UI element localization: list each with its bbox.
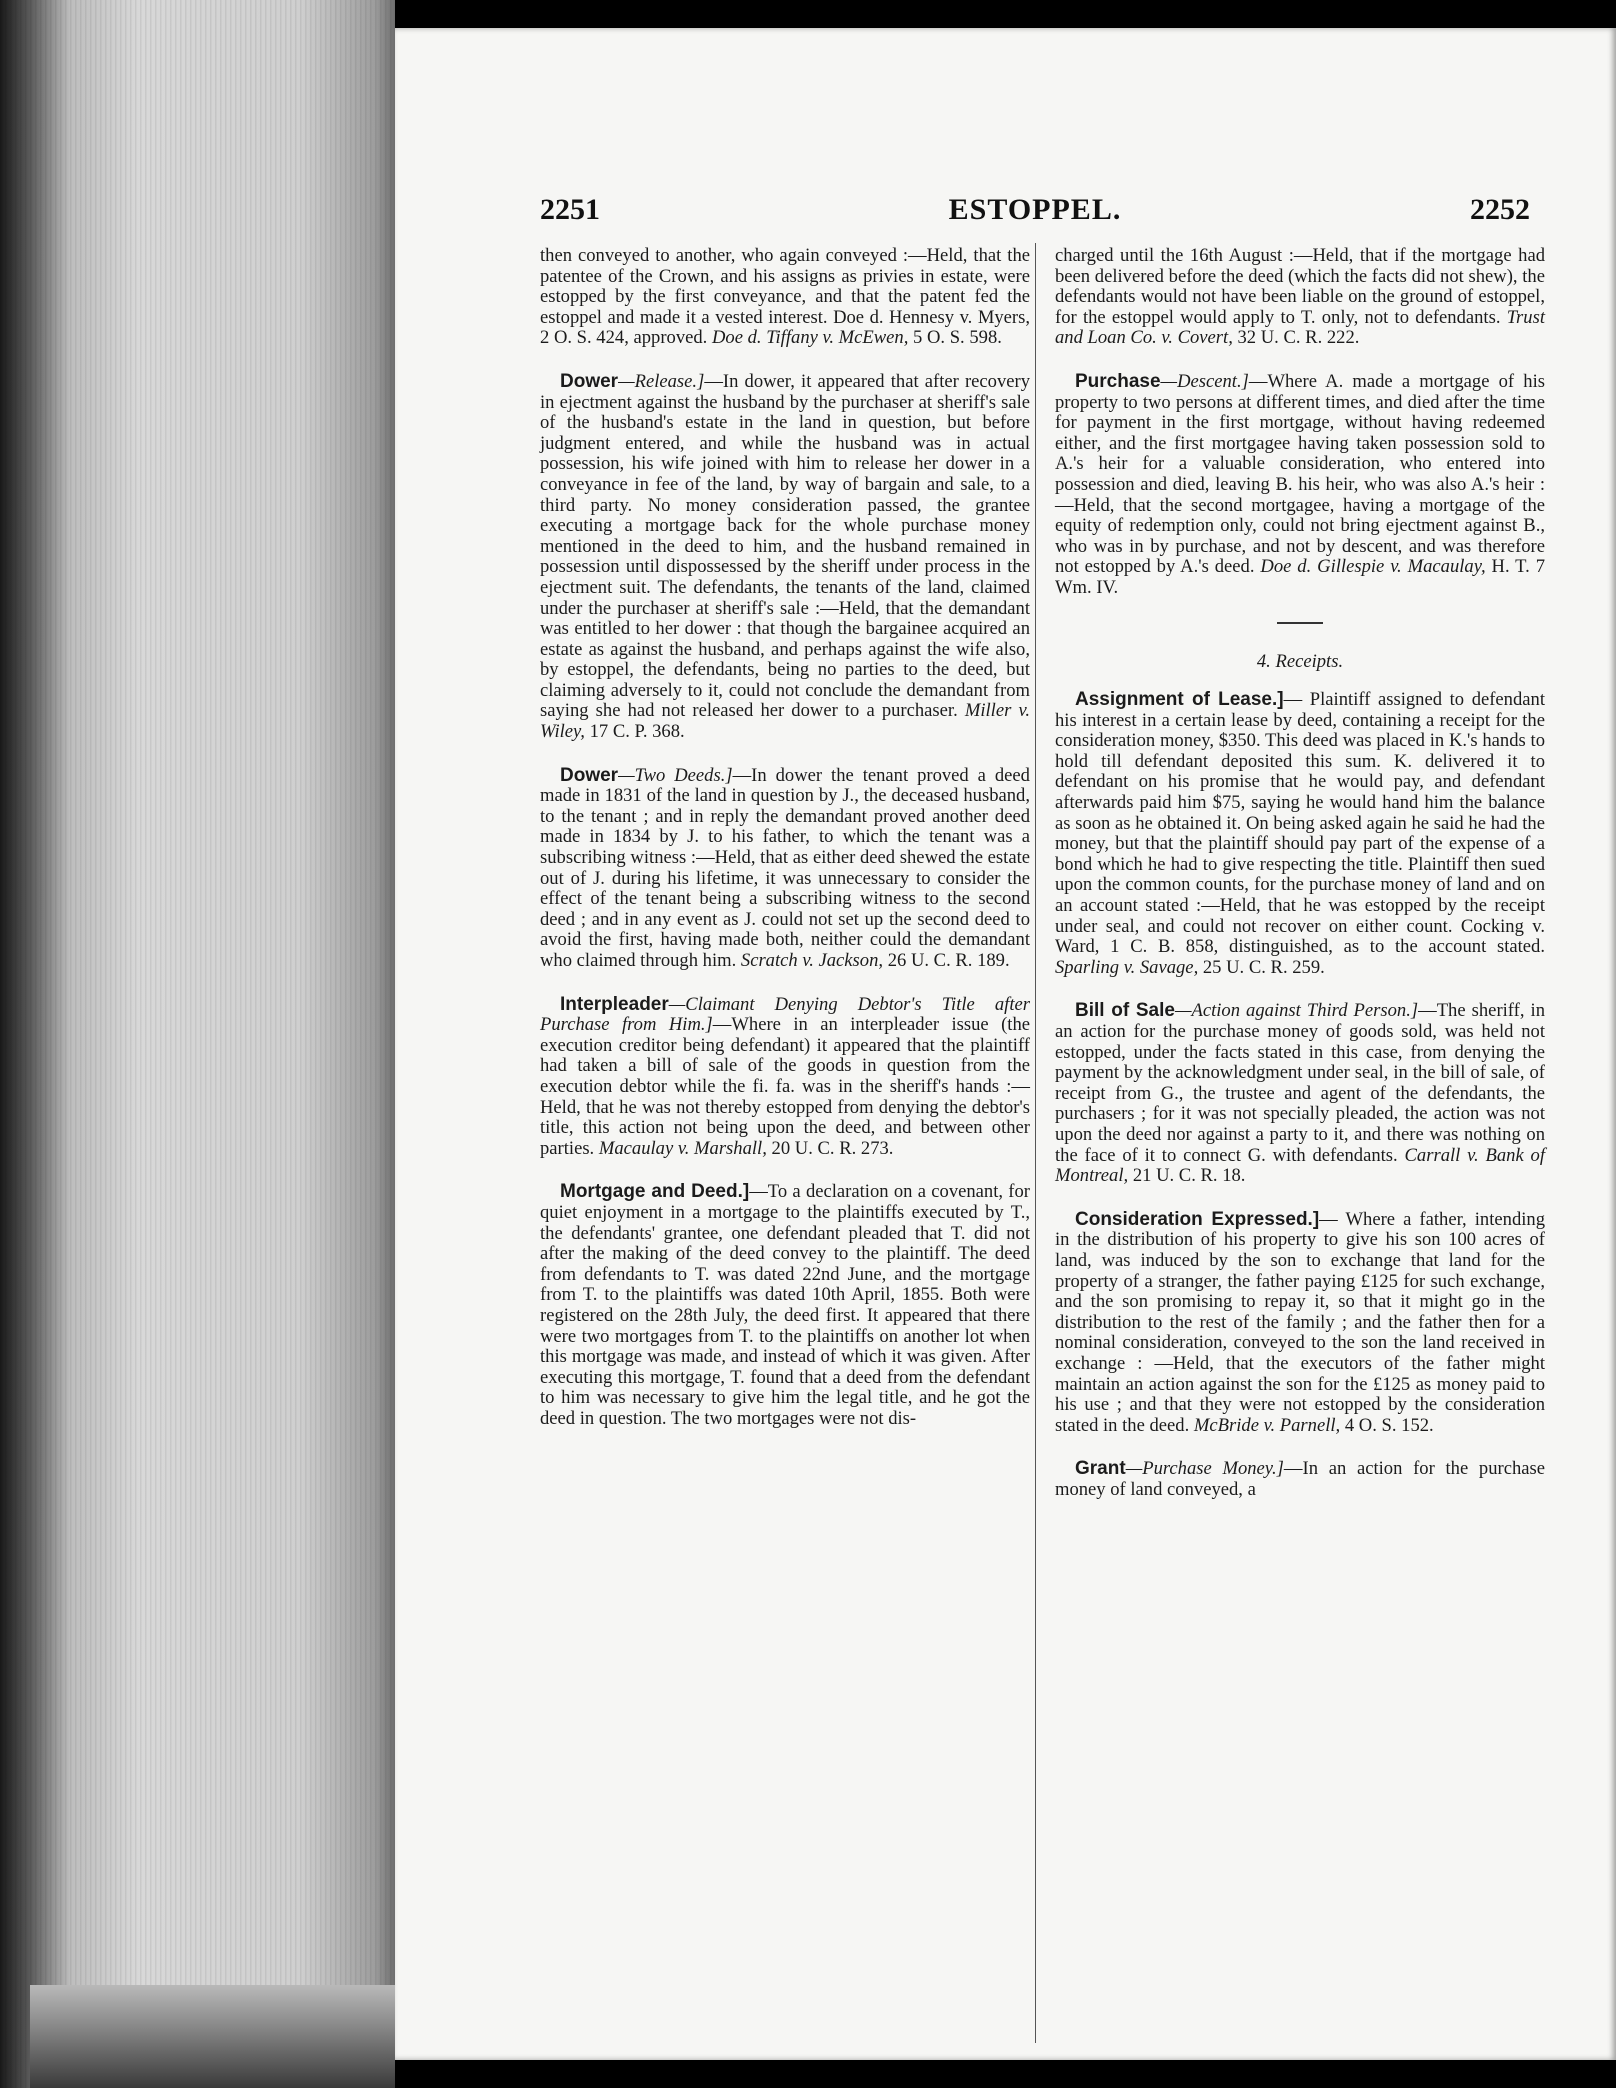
entry-consideration-expressed: Consideration Expressed.]— Where a father, intending in the distribution of his property to give his son 100 acres of land, was induced by the son to exchange that land for the property of a stranger, the father paying £125 for such exchange, and the son promising to repay it, so that it might go in the distribution to the rest of the family ; and the father then for a nominal consideration, conveyed to the son the land received in exchange : —Held, that the executors of the father might maintain an action against the son for the £125 as money paid to his use ; and that they were not estopped by the consideration stated in the deed. McBride v. Parnell, 4 O. S. 152.: [1055, 1208, 1545, 1436]
left-column: [540, 246, 1030, 1452]
entry-headword: Consideration Expressed.]: [1075, 1208, 1320, 1230]
entry-headword: Dower: [560, 764, 619, 786]
entry-headword: Grant: [1075, 1458, 1126, 1480]
book-bottom-edge: [30, 1985, 395, 2088]
entry-dower-two-deeds: Dower—Two Deeds.]—In dower the tenant proved a deed made in 1831 of the land in question by J., the deceased husband, to the tenant ; and in reply the demandant proved another deed made in 1834 by J. to his father, to which the tenant was a subscribing witness :—Held, that as either deed shewed the estate out of J. during his lifetime, it was unnecessary to consider the effect of the tenant being a subscribing witness to the second deed ; and in any event as J. could not set up the second deed to avoid the first, having made both, neither could the demandant who claimed through him. Scratch v. Jackson, 26 U. C. R. 189.: [540, 764, 1030, 971]
entry-continuation: then conveyed to another, who again conveyed :—Held, that the patentee of the Crown, and his assigns as privies in estate, were estopped by the first conveyance, and that the patent fed the estoppel and made it a vested interest. Doe d. Hennesy v. Myers, 2 O. S. 424, approved. Doe d. Tiffany v. McEwen, 5 O. S. 598.: [540, 245, 1030, 349]
right-column: [1055, 246, 1545, 1523]
entry-bill-of-sale: Bill of Sale—Action against Third Person.]—The sheriff, in an action for the purchase money of goods sold, was held not estopped, under the facts stated in this case, from denying the payment by the acknowledgment under seal, in the bill of sale, of receipt from G., the trustee and agent of the defendants, the purchasers ; for it was not specially pleaded, the action was not upon the deed nor against a party to it, and there was nothing on the face of it to connect G. with defendants. Carrall v. Bank of Montreal, 21 U. C. R. 18.: [1055, 1000, 1546, 1187]
entry-headword: Interpleader: [560, 993, 669, 1015]
entry-headword: Assignment of Lease.]: [1075, 689, 1284, 711]
entry-headword: Dower: [560, 370, 619, 392]
entry-interpleader: Interpleader—Claimant Denying Debtor's Title after Purchase from Him.]—Where in an interpleader issue (the execution creditor being defendant) it appeared that the plaintiff had taken a bill of sale of the goods in question from the execution debtor while the fi. fa. was in the sheriff's hands :—Held, that he was not thereby estopped from denying the debtor's title, this action not being upon the deed, and between other parties. Macaulay v. Marshall, 20 U. C. R. 273.: [540, 993, 1030, 1159]
entry-headword: Purchase: [1075, 370, 1161, 392]
right-page-number: 2252: [1470, 193, 1530, 226]
entry-grant-purchase-money: Grant—Purchase Money.]—In an action for the purchase money of land conveyed, a: [1055, 1458, 1545, 1500]
entry-assignment-of-lease: Assignment of Lease.]— Plaintiff assigned to defendant his interest in a certain lease by deed, containing a receipt for the consideration money, $350. This deed was placed in K.'s hands to hold till defendant deposited this sum. K. delivered it to defendant on his promise that he would pay, and defendant afterwards paid him $75, saying he would hand him the balance as soon as he obtained it. On being asked again he said he had the money, but that the plaintiff should pay part of the expense of a bond which he had to give respecting the title. Plaintiff then sued upon the common counts, for the purchase money of land and on an account stated :—Held, that he was estopped by the receipt under seal, and could not recover on either count. Cocking v. Ward, 1 C. B. 858, distinguished, as to the account stated. Sparling v. Savage, 25 U. C. R. 259.: [1055, 689, 1545, 978]
section-divider: [1277, 622, 1323, 624]
column-divider: [1035, 243, 1036, 2043]
entry-headword: Bill of Sale: [1075, 1000, 1175, 1022]
entry-continuation: charged until the 16th August :—Held, that if the mortgage had been delivered before the deed (which the facts did not shew), the defendants would not have been liable on the ground of estoppel, for the estoppel would apply to T. only, not to defendants. Trust and Loan Co. v. Covert, 32 U. C. R. 222.: [1055, 245, 1545, 349]
left-page-number: 2251: [540, 193, 600, 226]
running-title: ESTOPPEL.: [948, 193, 1122, 226]
entry-mortgage-and-deed: Mortgage and Deed.]—To a declaration on a covenant, for quiet enjoyment in a mortgage to the plaintiffs executed by T., the defendants' grantee, one defendant pleaded that T. did not after the making of the deed convey to the plaintiff. The deed from defendants to T. was dated 22nd June, and the mortgage from T. to the plaintiffs was dated 10th April, 1855. Both were registered on the 28th July, the deed first. It appeared that there were two mortgages from T. to the plaintiffs on another lot when this mortgage was made, and instead of which it was given. After executing this mortgage, T. found that a deed from the defendant to him was necessary to give him the legal title, and he got the deed in question. The two mortgages were not dis-: [540, 1181, 1030, 1429]
entry-dower-release: Dower—Release.]—In dower, it appeared that after recovery in ejectment against the husband by the purchaser at sheriff's sale of the husband's estate in the land in question, but before judgment entered, and while the husband was in actual possession, his wife joined with him to release her dower in a conveyance in fee of the land, by way of bargain and sale, to a third party. No money consideration passed, the grantee executing a mortgage back for the whole purchase money mentioned in the deed to him, and the husband remained in possession until dispossessed by the sheriff under process in the ejectment suit. The defendants, the tenants of the land, claimed under the purchaser at sheriff's sale :—Held, that the demandant was entitled to her dower : that though the bargainee acquired an estate as against the husband, and perhaps against the wife also, by estoppel, the defendants, being no parties to the deed, but claiming adversely to it, could not conclude the demandant from saying she had not released her dower to a purchaser. Miller v. Wiley, 17 C. P. 368.: [540, 370, 1030, 743]
running-header: [540, 193, 1530, 243]
book-page: [395, 28, 1616, 2060]
book-page-edges: [0, 0, 395, 2088]
section-title: 4. Receipts.: [1256, 650, 1344, 672]
entry-purchase-descent: Purchase—Descent.]—Where A. made a mortgage of his property to two persons at different times, and died after the time for payment in the first mortgage, without having redeemed either, and the first mortgagee having taken possession sold to A.'s heir for a valuable consideration, who entered into possession and died, leaving B. his heir, who was also A.'s heir :—Held, that the second mortgagee, having a mortgage of the equity of redemption only, could not bring ejectment against B., who was in by purchase, and not by descent, and was therefore not estopped by A.'s deed. Doe d. Gillespie v. Macaulay, H. T. 7 Wm. IV.: [1055, 370, 1545, 598]
entry-headword: Mortgage and Deed.]: [560, 1181, 750, 1203]
